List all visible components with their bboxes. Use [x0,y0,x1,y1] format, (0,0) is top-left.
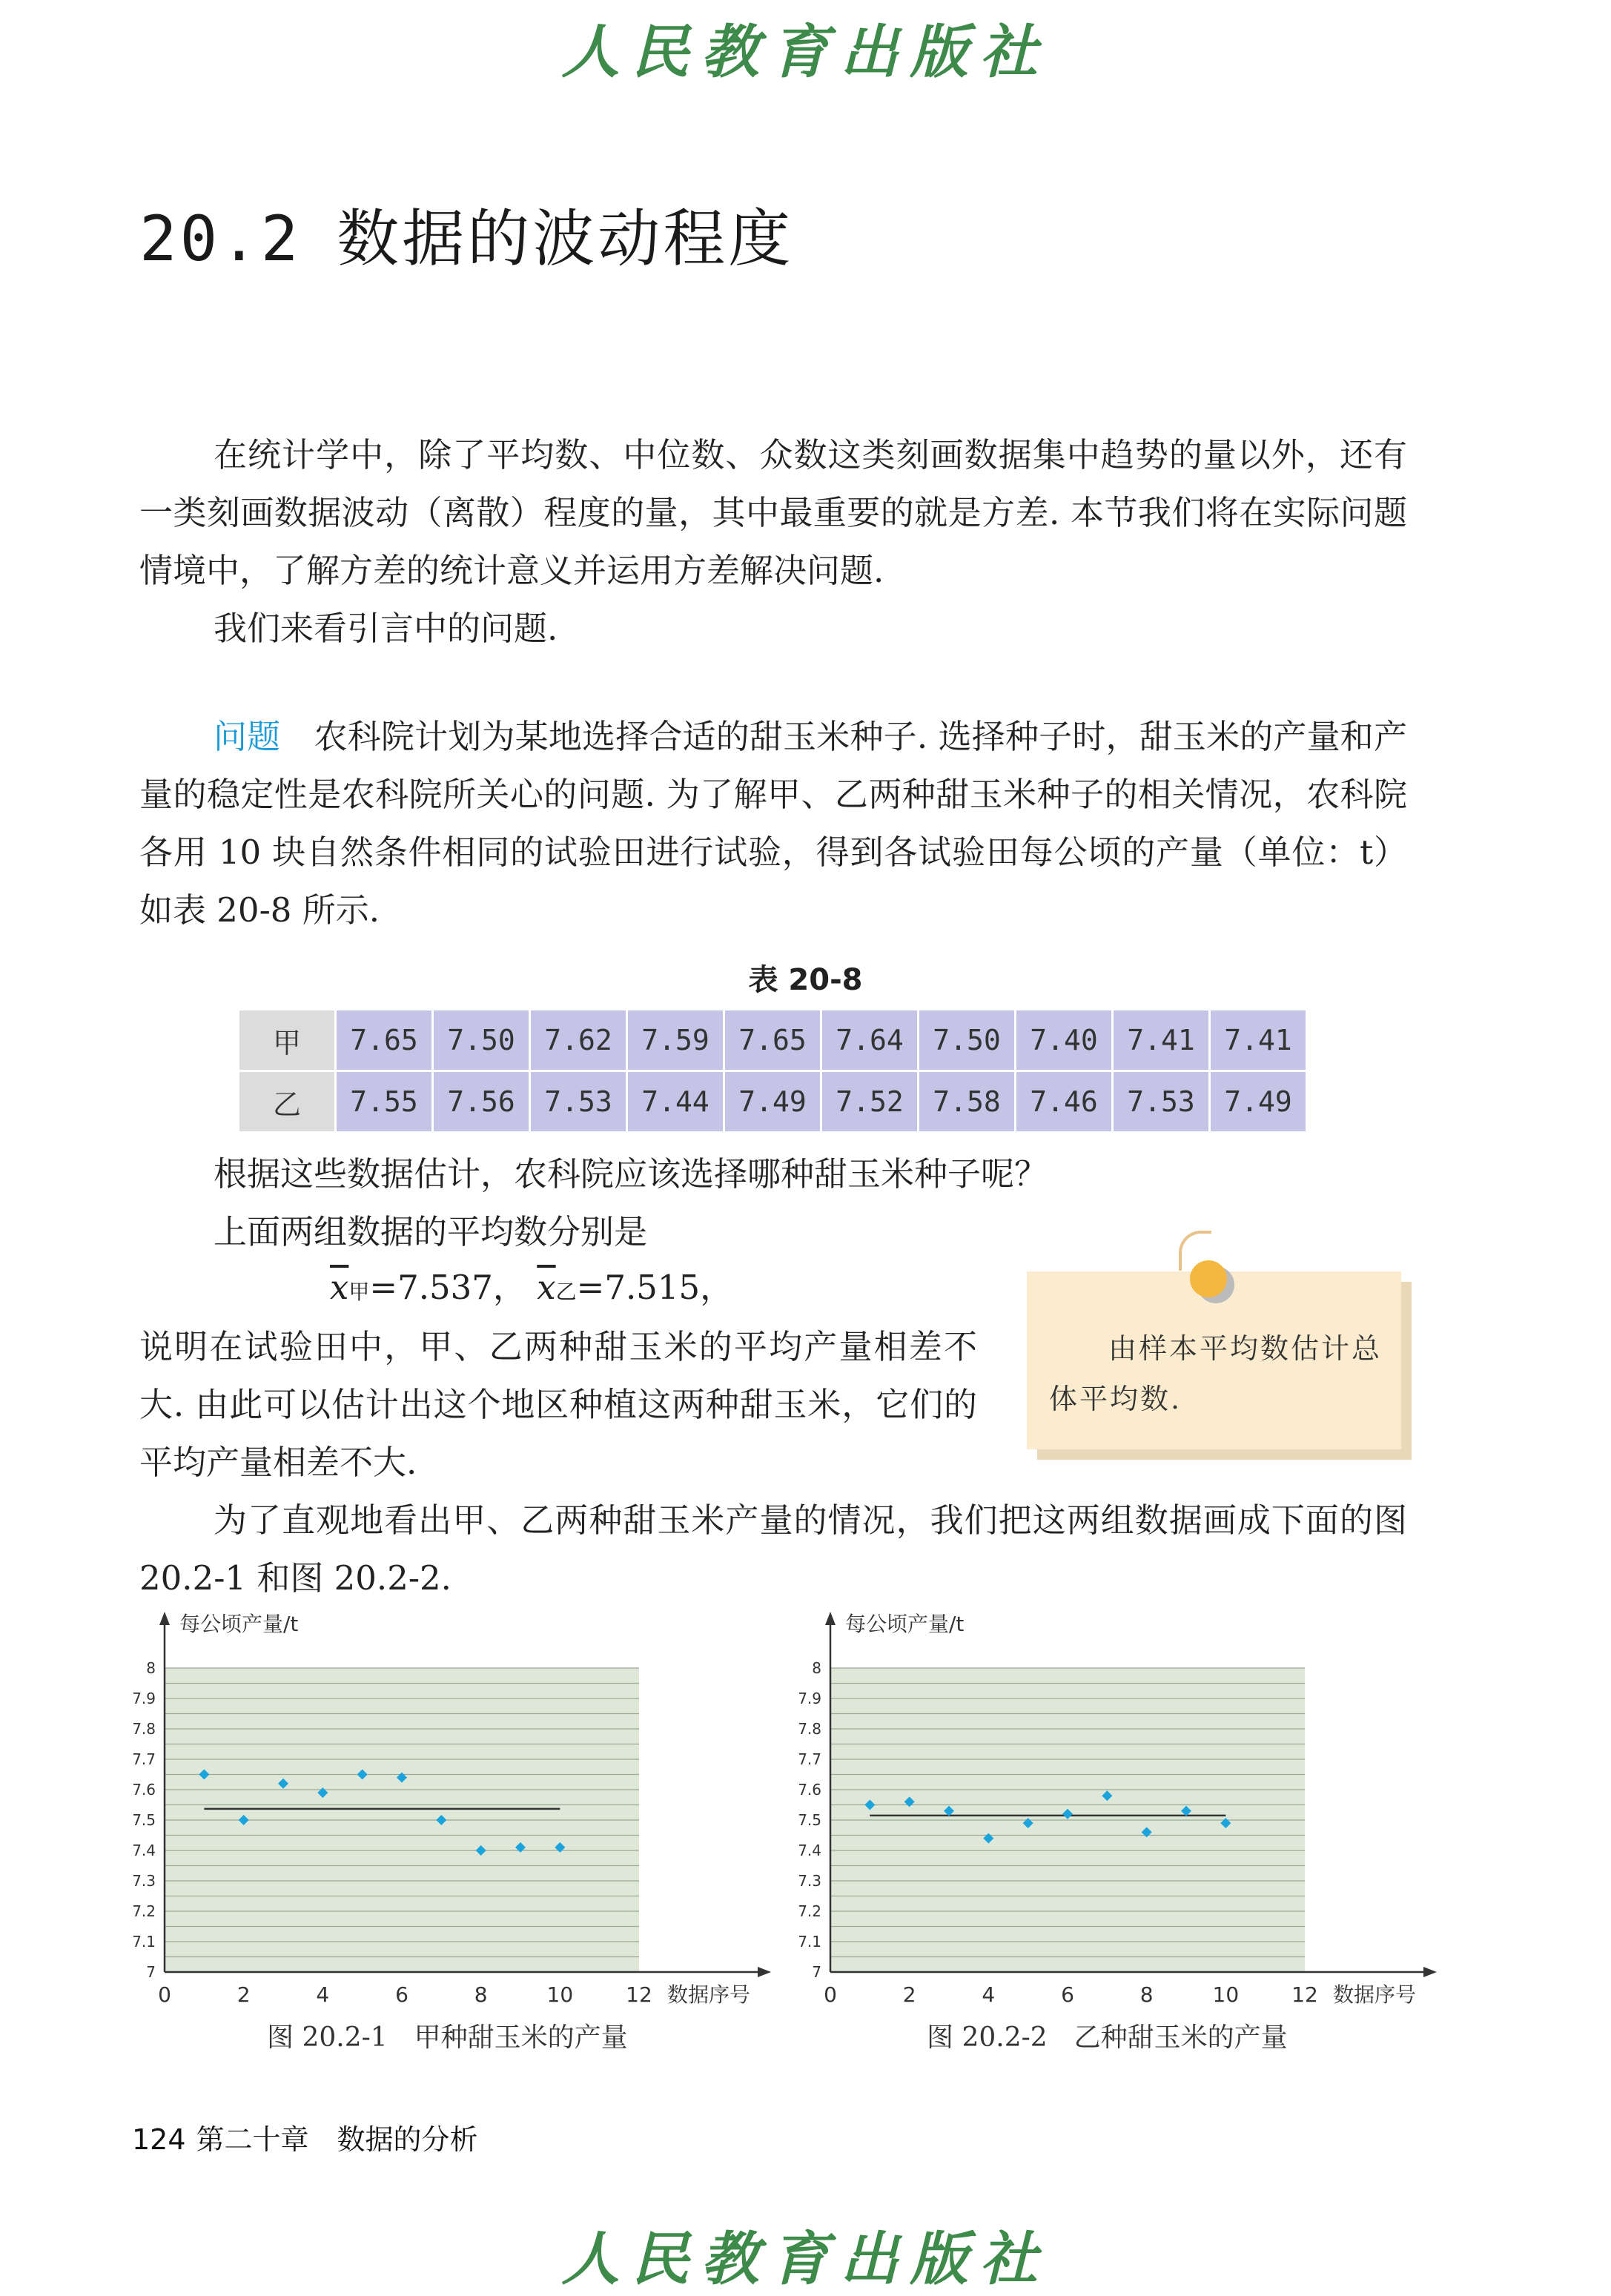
table-cell: 7.58 [919,1071,1016,1133]
x-tick-label: 0 [158,1982,171,2007]
x-tick-label: 2 [236,1982,251,2007]
x-tick-label: 12 [1291,1982,1318,2007]
y-tick-label: 7.5 [798,1811,821,1829]
y-tick-label: 7.9 [132,1690,156,1707]
table-cell: 7.65 [724,1010,821,1071]
row-label: 乙 [239,1071,336,1133]
y-tick-label: 7.3 [798,1872,821,1890]
y-tick-label: 8 [812,1659,821,1677]
figure-caption-1: 图 20.2-1 甲种甜玉米的产量 [267,2022,628,2053]
y-axis-arrow [825,1612,836,1625]
table-cell: 7.49 [1210,1071,1307,1133]
note-card [1027,1271,1401,1449]
y-axis-arrow [159,1612,170,1625]
intro-paragraph: 在统计学中，除了平均数、中位数、众数这类刻画数据集中趋势的量以外，还有一类刻画数据波动（离散）程度的量，其中最重要的就是方差. 本节我们将在实际问题情境中，了解方差的统计意义并运用方差解决问题. [139,435,1407,590]
chart-jia [119,1601,801,2061]
y-tick-label: 7.9 [798,1690,821,1707]
page-footer [132,2117,478,2157]
problem-label: 问题 [214,717,281,756]
table-cell: 7.62 [530,1010,627,1071]
table-cell: 7.53 [530,1071,627,1133]
y-tick-label: 7.1 [132,1933,156,1951]
y-tick-label: 7.5 [132,1811,156,1829]
table-cell: 7.46 [1016,1071,1113,1133]
y-tick-label: 7 [812,1963,821,1981]
y-tick-label: 7.7 [132,1750,156,1768]
y-axis-label: 每公顷产量/t [845,1612,965,1636]
y-tick-label: 7.1 [798,1933,821,1951]
page-number: 124 [132,2123,186,2156]
y-tick-label: 7.3 [132,1872,156,1890]
means-intro: 上面两组数据的平均数分别是 [214,1212,648,1251]
x-axis-label: 数据序号 [1333,1982,1417,2007]
mean-a-label: 甲 [348,1280,370,1304]
x-tick-label: 4 [316,1982,330,2007]
table-cell: 7.55 [336,1071,433,1133]
table-cell: 7.44 [627,1071,724,1133]
row-label: 甲 [239,1010,336,1071]
x-axis-arrow [1423,1967,1437,1977]
lead-paragraph: 为了直观地看出甲、乙两种甜玉米产量的情况，我们把这两组数据画成下面的图 20.2-1 和图 20.2-2. [139,1501,1407,1598]
x-tick-label: 10 [546,1982,574,2007]
table-cell: 7.41 [1113,1010,1210,1071]
x-axis-arrow [758,1967,771,1977]
table-cell: 7.56 [433,1071,530,1133]
intro-paragraph-2: 我们来看引言中的问题. [214,609,558,648]
x-tick-label: 8 [474,1982,488,2007]
table-cell: 7.40 [1016,1010,1113,1071]
y-tick-label: 7.4 [132,1842,156,1859]
y-tick-label: 7.6 [798,1781,821,1799]
y-tick-label: 7 [146,1963,156,1981]
publisher-logo-top: 人民教育出版社 [561,19,1050,86]
table-cell: 7.65 [336,1010,433,1071]
y-tick-label: 8 [146,1659,156,1677]
mean-b-value: =7.515， [576,1268,734,1307]
y-tick-label: 7.8 [132,1720,156,1738]
x-axis-label: 数据序号 [667,1982,751,2007]
table-row [239,1071,1307,1133]
x-tick-label: 6 [395,1982,408,2007]
mean-a-value: =7.537， [369,1268,526,1307]
y-axis-label: 每公顷产量/t [179,1612,299,1636]
note-text: 由样本平均数估计总体平均数. [1049,1332,1383,1415]
chapter-title: 第二十章 数据的分析 [196,2123,478,2156]
table-cell: 7.50 [433,1010,530,1071]
x-tick-label: 2 [902,1982,916,2007]
yield-table [237,1008,1308,1134]
table-cell: 7.53 [1113,1071,1210,1133]
table-cell: 7.64 [821,1010,919,1071]
x-tick-label: 0 [824,1982,837,2007]
pushpin-icon [1190,1260,1227,1297]
x-tick-label: 4 [982,1982,996,2007]
conclusion-paragraph: 说明在试验田中，甲、乙两种甜玉米的平均产量相差不大. 由此可以估计出这个地区种植这两种甜玉米，它们的平均产量相差不大. [139,1327,977,1482]
table-row [239,1010,1307,1071]
section-title-text: 数据的波动程度 [337,202,794,275]
problem-paragraph [139,708,1407,939]
y-tick-label: 7.2 [798,1902,821,1920]
question-line: 根据这些数据估计，农科院应该选择哪种甜玉米种子呢？ [214,1154,1048,1194]
table-cell: 7.59 [627,1010,724,1071]
y-tick-label: 7.2 [132,1902,156,1920]
mean-b-label: 乙 [555,1280,577,1304]
y-tick-label: 7.8 [798,1720,821,1738]
table-cell: 7.41 [1210,1010,1307,1071]
problem-text: 农科院计划为某地选择合适的甜玉米种子. 选择种子时，甜玉米的产量和产量的稳定性是农科院所关心的问题. 为了解甲、乙两种甜玉米种子的相关情况，农科院各用 10 块自然条件相同的试验田进行试验，得到各试验田每公顷的产量（单位：t）如表 20-8 所示. [139,717,1407,930]
x-tick-label: 6 [1061,1982,1074,2007]
section-title [139,189,793,279]
y-tick-label: 7.7 [798,1750,821,1768]
chart-yi [784,1601,1466,2061]
table-cell: 7.52 [821,1071,919,1133]
x-tick-label: 10 [1212,1982,1240,2007]
y-tick-label: 7.6 [132,1781,156,1799]
table-cell: 7.49 [724,1071,821,1133]
y-tick-label: 7.4 [798,1842,821,1859]
table-caption: 表 20-8 [748,963,863,997]
figure-caption-2: 图 20.2-2 乙种甜玉米的产量 [927,2022,1288,2053]
x-tick-label: 8 [1139,1982,1154,2007]
x-tick-label: 12 [626,1982,652,2007]
means-formula: $\overline{x}$甲=7.537， $\overline{x}$乙=7.515， [330,1268,734,1307]
section-number: 20.2 [139,202,302,275]
table-cell: 7.50 [919,1010,1016,1071]
publisher-logo-bottom: 人民教育出版社 [561,2226,1050,2293]
